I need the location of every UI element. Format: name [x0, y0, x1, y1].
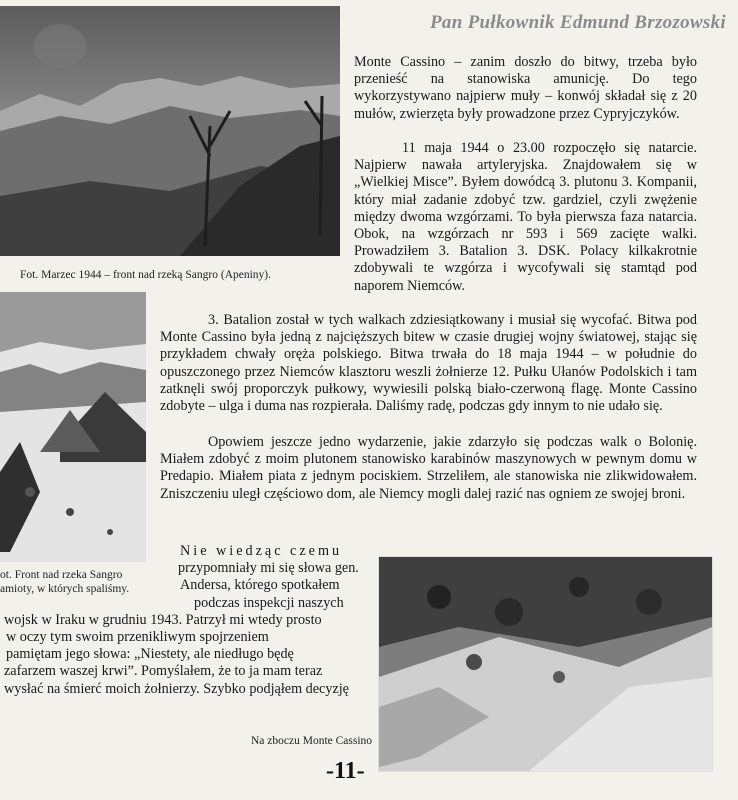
photo-caption-tents-line1: ot. Front nad rzeka Sangro	[0, 569, 123, 581]
paragraph-5-line-4: podczas inspekcji naszych	[194, 594, 344, 611]
paragraph-2: 11 maja 1944 o 23.00 rozpoczęło się natarcie. Najpierw nawała artyleryjska. Znajdowałem się w „Wielkiej Misce”. Byłem dowódcą 3. plutonu 3. Kompanii, który miał zadanie zdobyć tzw. gardziel, czyli zwężenie między dwoma wzgórzami. To była pierwsza faza natarcia. Obok, na wzgórzach nr 593 i 569 zacięte walki. Prowadziłem 3. Batalion 3. DSK. Polacy kilkakrotnie zdobywali te wzgórza i wycofywali się stamtąd pod naporem Niemców.	[354, 140, 697, 294]
mountain-photo-image	[0, 6, 340, 256]
paragraph-5	[0, 543, 372, 698]
tents-photo-image	[0, 292, 146, 562]
photo-sangro-tents	[0, 292, 146, 562]
paragraph-4: Opowiem jeszcze jedno wydarzenie, jakie zdarzyło się podczas walk o Bolonię. Miałem zdobyć z moim plutonem stanowisko karabinów maszynowych w pewnym domu w Predapio. Miałem piata z jednym pociskiem. Strzeliłem, ale stanowiska nie zlikwidowałem. Zniszczeniu uległ częściowo dom, ale Niemcy mogli dalej razić nas ogniem ze swojej broni.	[160, 434, 697, 502]
slope-photo-image	[379, 557, 712, 771]
photo-sangro-mountains	[0, 6, 340, 256]
photo-caption-monte-cassino: Na zboczu Monte Cassino	[251, 735, 373, 747]
page-header-title: Pan Pułkownik Edmund Brzozowski	[430, 12, 726, 33]
photo-caption-tents-line2: amioty, w których spaliśmy.	[0, 583, 130, 595]
photo-monte-cassino-slope	[378, 556, 713, 772]
paragraph-5-line-3: Andersa, którego spotkałem	[180, 577, 340, 594]
paragraph-5-line-8: zafarzem waszej krwi”. Pomyślałem, że to ja mam teraz	[4, 663, 323, 680]
paragraph-5-line-5: wojsk w Iraku w grudniu 1943. Patrzył mi wtedy prosto	[4, 611, 322, 628]
paragraph-5-line-6: w oczy tym swoim przenikliwym spojrzeniem	[6, 629, 269, 646]
paragraph-5-line-9: wysłać na śmierć moich żołnierzy. Szybko podjąłem decyzję	[4, 680, 349, 697]
paragraph-1: Monte Cassino – zanim doszło do bitwy, trzeba było przenieść na stanowiska amunicję. Do tego wykorzystywano najpierw muły – konwój składał się z 20 mułów, zwierzęta były prowadzone przez Cypryjczyków.	[354, 54, 697, 122]
paragraph-3: 3. Batalion został w tych walkach zdziesiątkowany i musiał się wycofać. Bitwa pod Monte Cassino była jedną z najcięższych bitew w czasie drugiej wojny światowej, stając się przykładem chwały oręża polskiego. Bitwa trwała do 18 maja 1944 – w południe do opuszczonego przez Niemców klasztoru weszli żołnierze 12. Pułku Ułanów Podolskich i tam zatknęli swój proporczyk pułkowy, wywiesili polską biało-czerwoną flagę. Monte Cassino zdobyte – ulga i duma nas rozpierała. Daliśmy radę, podczas gdy innym to nie udało się.	[160, 312, 697, 415]
paragraph-5-line-1: Nie wiedząc czemu	[180, 543, 343, 559]
photo-caption-sangro: Fot. Marzec 1944 – front nad rzeką Sangro (Apeniny).	[20, 269, 272, 281]
paragraph-5-line-2: przypomniały mi się słowa gen.	[178, 560, 359, 577]
page-number: -11-	[326, 758, 365, 784]
paragraph-5-line-7: pamiętam jego słowa: „Niestety, ale niedługo będę	[6, 646, 294, 663]
